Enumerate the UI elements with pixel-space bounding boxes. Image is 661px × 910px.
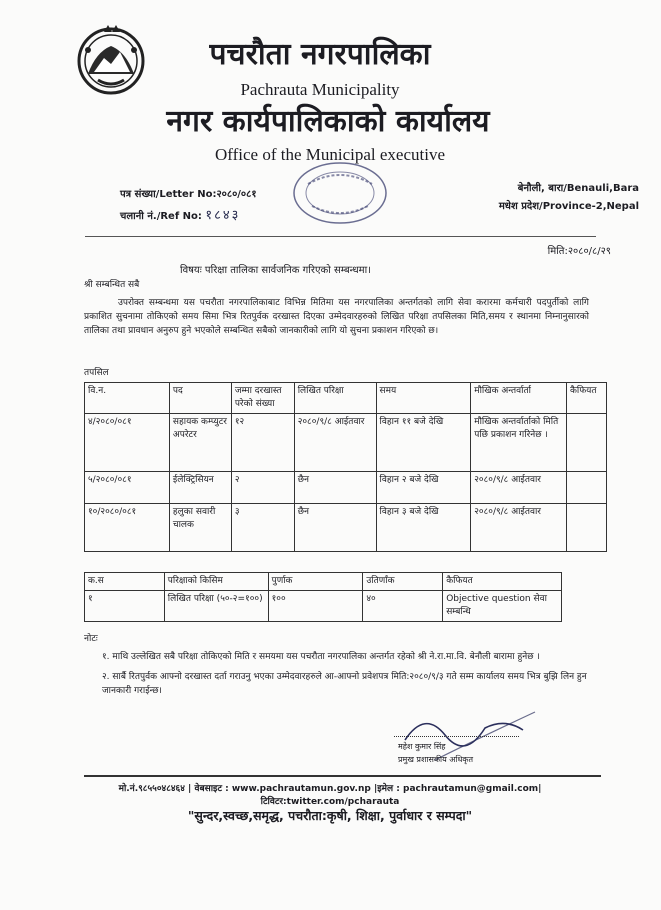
table-cell: २ [231,472,294,504]
schedule-table [84,382,607,552]
table-cell: सहायक कम्प्युटर अपरेटर [169,414,231,472]
table-cell: हलुका सवारी चालक [169,504,231,552]
body-text: उपरोक्त सम्बन्धमा यस पचरौता नगरपालिकाबाट विभिन्न मितिमा यस नगरपालिका अन्तर्गतको लागि सेवा करारमा कर्मचारी पदपुर्तीको लागि प्रकाशित सुचनामा तोकिएको समय सिमा भित्र रितपुर्वक दरखास्त दिएका उम्मेदवारहरुको लिखित परिक्षा तपसिलका मिति,समय र स्थानमा निम्नानुसारको तालिका तथा प्रावधान अनुरुप हुने भएकोले सम्बन्धित सबैको जानकारीको लागि यो सुचना प्रकाशन गरिएको छ। [84,298,589,336]
table-cell: ईलेक्ट्रिसियन [169,472,231,504]
exam-header-row [85,573,562,591]
table-cell: २०८०/९/८ आईतवार [471,504,567,552]
exam-header-cell: उतिर्णांक [363,573,443,591]
note-item: २. सार्बै रितपुर्वक आफ्नो दरखास्त दर्ता गराउनु भएका उम्मेदवारहरुले आ-आफ्नो प्रवेशपत्र मिति:२०८०/९/३ गते सम्म कार्यालय समय भित्र बुझि लिन हुन जानकारी गराईन्छ। [102,672,587,696]
exam-marks-table [84,572,562,622]
schedule-header-cell: लिखित परिक्षा [294,383,376,414]
letter-number: पत्र संख्या/Letter No:२०८०/०८१ [120,189,257,200]
table-cell: १०० [268,591,363,622]
address-line-1: बेनौली, बारा/Benauli,Bara [517,183,639,194]
tapsil-label: तपसिल [84,368,109,378]
footer-divider [84,775,601,777]
note-item: १. माथि उल्लेखित सबै परिक्षा तोकिएको मिति र समयमा यस पचरौता नगरपालिका अन्तर्गत रहेको श्री ने.रा.मा.वि. बेनौली बारामा हुनेछ । [102,652,540,662]
municipality-name-nepali: पचरौता नगरपालिका [209,37,431,72]
table-cell [567,504,607,552]
schedule-header-cell: कैफियत [567,383,607,414]
letter-body [84,296,589,338]
exam-header-cell: कैफियत [443,573,562,591]
letter-subject: विषयः परिक्षा तालिका सार्वजनिक गरिएको सम्बन्धमा। [180,265,371,276]
table-cell: छैन [294,472,376,504]
table-cell: १०/२०८०/०८१ [85,504,170,552]
exam-header-cell: परिक्षाको किसिम [164,573,268,591]
table-cell: ५/२०८०/०८१ [85,472,170,504]
signatory-title: प्रमुख प्रशासकीय अधिकृत [398,755,474,764]
table-cell: मौखिक अन्तर्वार्ताको मिति पछि प्रकाशन गरिनेछ । [471,414,567,472]
reference-number-value: १८४३ [205,208,241,223]
table-row [85,591,562,622]
office-name-nepali: नगर कार्यपालिकाको कार्यालय [166,104,490,139]
schedule-header-cell: जम्मा दरखास्त परेको संख्या [231,383,294,414]
reference-number-label: चलानी नं./Ref No: [120,211,202,222]
table-cell: ४/२०८०/०८१ [85,414,170,472]
table-cell: विहान ११ बजे देखि [376,414,471,472]
table-cell: ४० [363,591,443,622]
exam-header-cell: क.स [85,573,165,591]
table-cell: विहान ३ बजे देखि [376,504,471,552]
table-cell [567,414,607,472]
table-cell: १२ [231,414,294,472]
schedule-header-cell: वि.न. [85,383,170,414]
footer-contact: मो.नं.९८५५०४८४६४ | वेबसाइट : www.pachrautamun.gov.np |इमेल : pachrautamun@gmail.com| [118,784,542,794]
signature-line [394,736,519,737]
municipality-motto: "सुन्दर,स्वच्छ,समृद्ध, पचरौता:कृषी, शिक्षा, पुर्वाधार र सम्पदा" [187,808,473,823]
table-cell: Objective question सेवा सम्बन्धि [443,591,562,622]
table-cell: १ [85,591,165,622]
schedule-header-cell: मौखिक अन्तर्वार्ता [471,383,567,414]
office-name-english: Office of the Municipal executive [214,145,446,164]
schedule-header-row [85,383,607,414]
table-cell: छैन [294,504,376,552]
schedule-header-cell: समय [376,383,471,414]
table-cell: ३ [231,504,294,552]
table-cell: विहान २ बजे देखि [376,472,471,504]
table-cell: २०८०/९/८ आईतवार [294,414,376,472]
nepal-emblem-icon [74,22,148,100]
salutation: श्री सम्बन्धित सबै [84,280,140,290]
schedule-header-cell: पद [169,383,231,414]
table-row [85,414,607,472]
signature-block [398,740,473,766]
table-row [85,504,607,552]
notes-label: नोटः [84,634,98,644]
exam-header-cell: पुर्णाक [268,573,363,591]
reference-number-row [120,205,240,223]
table-cell: २०८०/९/८ आईतवार [471,472,567,504]
signatory-name: महेश कुमार सिंह [398,742,446,751]
table-cell [567,472,607,504]
table-cell: लिखित परिक्षा (५०-२=१००) [164,591,268,622]
notes-section [84,632,604,698]
table-row [85,472,607,504]
office-stamp-icon [290,160,390,230]
footer-twitter: टिविटर:twitter.com/pcharauta [260,797,400,807]
municipality-name-english: Pachrauta Municipality [240,80,400,99]
address-line-2: मधेश प्रदेश/Province-2,Nepal [498,201,639,212]
letter-date: मिति:२०८०/८/२९ [547,246,611,257]
header-divider [85,236,596,237]
